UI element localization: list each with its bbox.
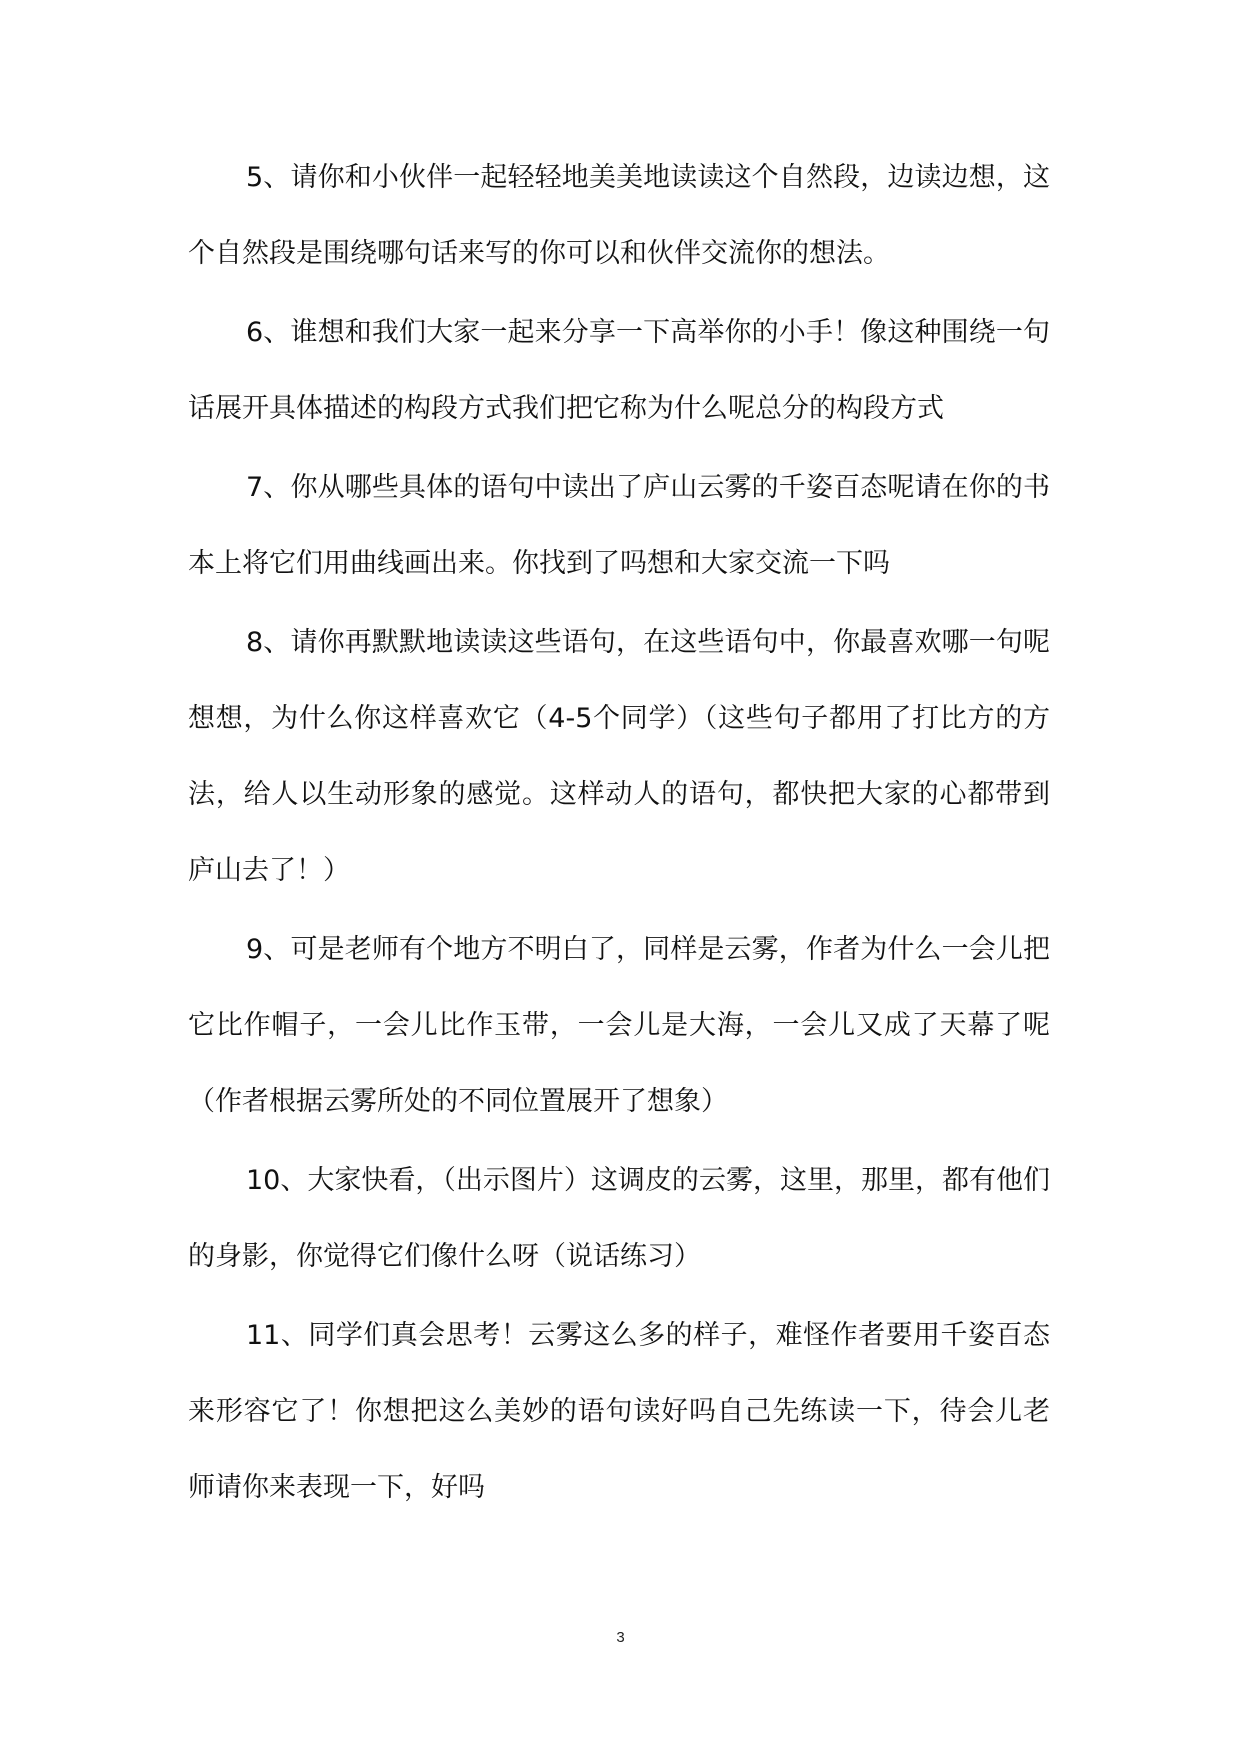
paragraph-10: 10、大家快看，（出示图片）这调皮的云雾，这里，那里，都有他们的身影，你觉得它们像什么呀（说话练习） <box>188 1165 1050 1272</box>
paragraph-9: 9、可是老师有个地方不明白了，同样是云雾，作者为什么一会儿把它比作帽子，一会儿比作玉带，一会儿是大海，一会儿又成了天幕了呢（作者根据云雾所处的不同位置展开了想象） <box>188 934 1050 1117</box>
paragraph-8: 8、请你再默默地读读这些语句，在这些语句中，你最喜欢哪一句呢想想，为什么你这样喜欢它（4-5个同学）（这些句子都用了打比方的方法，给人以生动形象的感觉。这样动人的语句，都快把大家的心都带到庐山去了！） <box>188 627 1050 886</box>
page-number: 3 <box>616 1629 625 1646</box>
paragraph-11: 11、同学们真会思考！云雾这么多的样子，难怪作者要用千姿百态来形容它了！你想把这么美妙的语句读好吗自己先练读一下，待会儿老师请你来表现一下，好吗 <box>188 1320 1050 1503</box>
paragraph-6: 6、谁想和我们大家一起来分享一下高举你的小手！像这种围绕一句话展开具体描述的构段方式我们把它称为什么呢总分的构段方式 <box>188 317 1050 424</box>
paragraph-5: 5、请你和小伙伴一起轻轻地美美地读读这个自然段，边读边想，这个自然段是围绕哪句话来写的你可以和伙伴交流你的想法。 <box>188 162 1050 269</box>
document-body <box>188 140 1050 1529</box>
paragraph-7: 7、你从哪些具体的语句中读出了庐山云雾的千姿百态呢请在你的书本上将它们用曲线画出来。你找到了吗想和大家交流一下吗 <box>188 472 1050 579</box>
